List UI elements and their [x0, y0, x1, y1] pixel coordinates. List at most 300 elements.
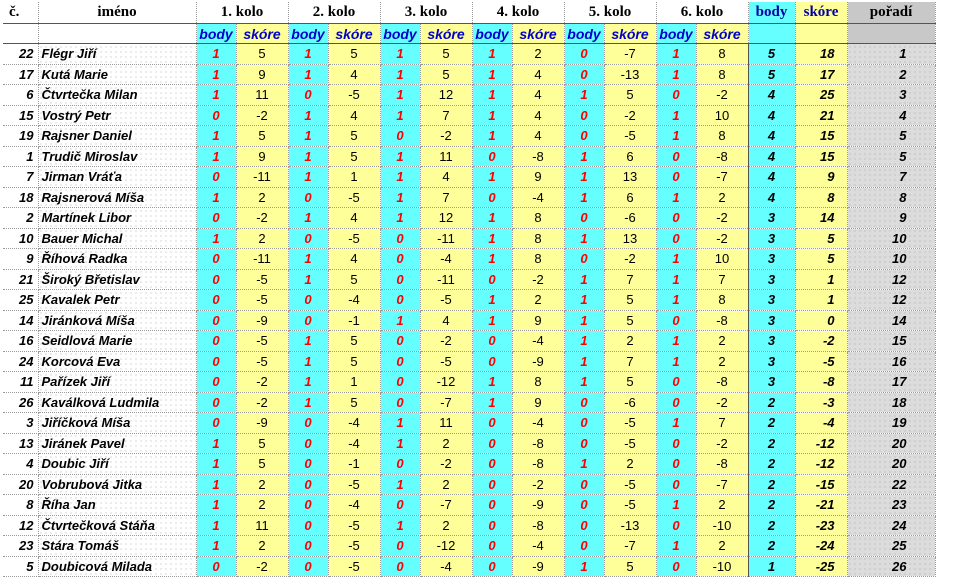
round-points-cell[interactable]: 1: [472, 310, 512, 331]
round-score-cell[interactable]: -1: [328, 454, 380, 475]
player-number[interactable]: 19: [3, 126, 38, 147]
round-score-cell[interactable]: -2: [604, 249, 656, 270]
round-points-cell[interactable]: 1: [196, 44, 236, 65]
player-number[interactable]: 16: [3, 331, 38, 352]
round-points-cell[interactable]: 1: [472, 392, 512, 413]
total-score-cell[interactable]: -25: [795, 556, 847, 577]
subheader-body-round-2[interactable]: body: [288, 24, 328, 44]
total-points-cell[interactable]: 2: [748, 413, 795, 434]
round-points-cell[interactable]: 1: [288, 331, 328, 352]
player-name[interactable]: Korcová Eva: [38, 351, 196, 372]
round-points-cell[interactable]: 1: [380, 44, 420, 65]
round-points-cell[interactable]: 1: [380, 310, 420, 331]
round-points-cell[interactable]: 0: [288, 290, 328, 311]
round-score-cell[interactable]: 5: [604, 556, 656, 577]
round-points-cell[interactable]: 1: [196, 85, 236, 106]
round-score-cell[interactable]: -5: [328, 474, 380, 495]
round-points-cell[interactable]: 1: [472, 249, 512, 270]
round-points-cell[interactable]: 1: [564, 556, 604, 577]
round-score-cell[interactable]: 2: [696, 495, 748, 516]
round-score-cell[interactable]: -5: [604, 474, 656, 495]
round-points-cell[interactable]: 1: [564, 269, 604, 290]
round-points-cell[interactable]: 0: [288, 228, 328, 249]
round-points-cell[interactable]: 1: [656, 44, 696, 65]
round-score-cell[interactable]: 8: [696, 126, 748, 147]
round-score-cell[interactable]: 2: [512, 290, 564, 311]
round-points-cell[interactable]: 1: [196, 146, 236, 167]
round-points-cell[interactable]: 1: [288, 64, 328, 85]
round-score-cell[interactable]: -4: [420, 556, 472, 577]
round-points-cell[interactable]: 1: [656, 126, 696, 147]
rank-cell[interactable]: 4: [847, 105, 935, 126]
round-points-cell[interactable]: 0: [564, 433, 604, 454]
round-score-cell[interactable]: -2: [696, 228, 748, 249]
rank-cell[interactable]: 8: [847, 187, 935, 208]
rank-cell[interactable]: 26: [847, 556, 935, 577]
round-score-cell[interactable]: -4: [328, 433, 380, 454]
round-points-cell[interactable]: 0: [288, 536, 328, 557]
round-points-cell[interactable]: 0: [656, 310, 696, 331]
total-score-cell[interactable]: 0: [795, 310, 847, 331]
round-points-cell[interactable]: 1: [196, 228, 236, 249]
player-number[interactable]: 20: [3, 474, 38, 495]
round-points-cell[interactable]: 1: [380, 146, 420, 167]
player-number[interactable]: 24: [3, 351, 38, 372]
round-points-cell[interactable]: 0: [380, 351, 420, 372]
round-score-cell[interactable]: -13: [604, 64, 656, 85]
round-points-cell[interactable]: 0: [472, 454, 512, 475]
round-points-cell[interactable]: 1: [380, 85, 420, 106]
rank-cell[interactable]: 1: [847, 44, 935, 65]
total-points-cell[interactable]: 3: [748, 372, 795, 393]
round-points-cell[interactable]: 1: [472, 208, 512, 229]
round-points-cell[interactable]: 1: [380, 433, 420, 454]
round-points-cell[interactable]: 0: [656, 433, 696, 454]
round-points-cell[interactable]: 0: [656, 85, 696, 106]
round-points-cell[interactable]: 1: [288, 351, 328, 372]
round-points-cell[interactable]: 1: [564, 187, 604, 208]
player-name[interactable]: Jirman Vráťa: [38, 167, 196, 188]
rank-cell[interactable]: 24: [847, 515, 935, 536]
round-score-cell[interactable]: 11: [236, 515, 288, 536]
round-score-cell[interactable]: 2: [420, 474, 472, 495]
round-points-cell[interactable]: 1: [288, 146, 328, 167]
round-score-cell[interactable]: 1: [328, 167, 380, 188]
rank-cell[interactable]: 15: [847, 331, 935, 352]
rank-cell[interactable]: 14: [847, 310, 935, 331]
round-score-cell[interactable]: 12: [420, 208, 472, 229]
round-points-cell[interactable]: 0: [380, 249, 420, 270]
round-score-cell[interactable]: -7: [604, 44, 656, 65]
round-points-cell[interactable]: 1: [472, 44, 512, 65]
round-score-cell[interactable]: -7: [696, 474, 748, 495]
round-score-cell[interactable]: 9: [236, 146, 288, 167]
round-score-cell[interactable]: 7: [604, 269, 656, 290]
round-points-cell[interactable]: 1: [564, 167, 604, 188]
subheader-body-round-1[interactable]: body: [196, 24, 236, 44]
round-points-cell[interactable]: 0: [472, 536, 512, 557]
round-points-cell[interactable]: 0: [656, 228, 696, 249]
rank-cell[interactable]: 9: [847, 208, 935, 229]
player-number[interactable]: 25: [3, 290, 38, 311]
round-points-cell[interactable]: 0: [288, 413, 328, 434]
round-points-cell[interactable]: 0: [380, 228, 420, 249]
round-points-cell[interactable]: 1: [380, 208, 420, 229]
total-points-cell[interactable]: 3: [748, 228, 795, 249]
round-score-cell[interactable]: -7: [420, 495, 472, 516]
round-score-cell[interactable]: 5: [236, 454, 288, 475]
player-number[interactable]: 6: [3, 85, 38, 106]
round-points-cell[interactable]: 1: [288, 44, 328, 65]
round-points-cell[interactable]: 0: [380, 372, 420, 393]
player-number[interactable]: 7: [3, 167, 38, 188]
round-score-cell[interactable]: -4: [512, 413, 564, 434]
total-score-cell[interactable]: 5: [795, 228, 847, 249]
round-score-cell[interactable]: 4: [512, 85, 564, 106]
round-points-cell[interactable]: 0: [564, 536, 604, 557]
total-points-cell[interactable]: 4: [748, 85, 795, 106]
round-points-cell[interactable]: 1: [472, 126, 512, 147]
round-score-cell[interactable]: 5: [236, 433, 288, 454]
subheader-empty[interactable]: [38, 24, 196, 44]
round-points-cell[interactable]: 0: [196, 372, 236, 393]
total-points-cell[interactable]: 2: [748, 392, 795, 413]
round-points-cell[interactable]: 0: [380, 126, 420, 147]
round-points-cell[interactable]: 0: [380, 269, 420, 290]
round-score-cell[interactable]: 2: [236, 228, 288, 249]
player-name[interactable]: Kutá Marie: [38, 64, 196, 85]
total-score-cell[interactable]: -15: [795, 474, 847, 495]
round-score-cell[interactable]: 5: [420, 64, 472, 85]
round-score-cell[interactable]: -13: [604, 515, 656, 536]
round-score-cell[interactable]: 7: [420, 187, 472, 208]
total-score-cell[interactable]: 1: [795, 290, 847, 311]
rank-cell[interactable]: 20: [847, 433, 935, 454]
total-points-cell[interactable]: 4: [748, 187, 795, 208]
total-points-cell[interactable]: 2: [748, 536, 795, 557]
round-score-cell[interactable]: 2: [696, 536, 748, 557]
player-name[interactable]: Pařízek Jiří: [38, 372, 196, 393]
round-score-cell[interactable]: 5: [328, 351, 380, 372]
round-score-cell[interactable]: 10: [696, 105, 748, 126]
total-score-cell[interactable]: -21: [795, 495, 847, 516]
player-number[interactable]: 9: [3, 249, 38, 270]
total-score-cell[interactable]: 8: [795, 187, 847, 208]
round-score-cell[interactable]: 13: [604, 228, 656, 249]
player-name[interactable]: Čtvrtečková Stáňa: [38, 515, 196, 536]
round-points-cell[interactable]: 0: [472, 331, 512, 352]
round-points-cell[interactable]: 1: [288, 105, 328, 126]
round-points-cell[interactable]: 0: [380, 495, 420, 516]
round-points-cell[interactable]: 0: [564, 392, 604, 413]
round-score-cell[interactable]: -5: [328, 85, 380, 106]
round-score-cell[interactable]: 1: [328, 372, 380, 393]
round-points-cell[interactable]: 0: [196, 249, 236, 270]
total-score-cell[interactable]: -5: [795, 351, 847, 372]
subheader-score-round-6[interactable]: skóre: [696, 24, 748, 44]
round-points-cell[interactable]: 0: [472, 146, 512, 167]
round-score-cell[interactable]: 8: [696, 44, 748, 65]
round-points-cell[interactable]: 0: [472, 413, 512, 434]
header-name[interactable]: iméno: [38, 2, 196, 24]
round-score-cell[interactable]: -5: [328, 187, 380, 208]
round-points-cell[interactable]: 0: [196, 167, 236, 188]
round-score-cell[interactable]: -5: [236, 290, 288, 311]
total-score-cell[interactable]: 25: [795, 85, 847, 106]
total-points-cell[interactable]: 2: [748, 454, 795, 475]
round-score-cell[interactable]: 5: [328, 126, 380, 147]
round-score-cell[interactable]: -5: [236, 331, 288, 352]
header-num[interactable]: č.: [3, 2, 38, 24]
round-points-cell[interactable]: 0: [196, 413, 236, 434]
round-score-cell[interactable]: -1: [328, 310, 380, 331]
rank-cell[interactable]: 3: [847, 85, 935, 106]
total-score-cell[interactable]: -24: [795, 536, 847, 557]
round-score-cell[interactable]: -2: [420, 331, 472, 352]
round-points-cell[interactable]: 0: [288, 310, 328, 331]
round-score-cell[interactable]: 8: [512, 249, 564, 270]
round-points-cell[interactable]: 0: [288, 433, 328, 454]
round-score-cell[interactable]: -9: [512, 351, 564, 372]
round-points-cell[interactable]: 0: [380, 392, 420, 413]
round-points-cell[interactable]: 0: [656, 515, 696, 536]
total-points-cell[interactable]: 2: [748, 515, 795, 536]
round-score-cell[interactable]: -5: [604, 495, 656, 516]
round-points-cell[interactable]: 0: [656, 474, 696, 495]
round-score-cell[interactable]: 7: [696, 269, 748, 290]
round-score-cell[interactable]: 8: [512, 228, 564, 249]
round-points-cell[interactable]: 1: [564, 290, 604, 311]
rank-cell[interactable]: 5: [847, 126, 935, 147]
round-score-cell[interactable]: -4: [420, 249, 472, 270]
round-score-cell[interactable]: -8: [696, 454, 748, 475]
total-points-cell[interactable]: 4: [748, 146, 795, 167]
round-points-cell[interactable]: 0: [196, 331, 236, 352]
round-points-cell[interactable]: 1: [564, 454, 604, 475]
round-points-cell[interactable]: 1: [656, 64, 696, 85]
rank-cell[interactable]: 5: [847, 146, 935, 167]
total-score-cell[interactable]: -23: [795, 515, 847, 536]
round-points-cell[interactable]: 1: [564, 351, 604, 372]
total-points-cell[interactable]: 3: [748, 249, 795, 270]
player-number[interactable]: 12: [3, 515, 38, 536]
player-name[interactable]: Kaválková Ludmila: [38, 392, 196, 413]
round-score-cell[interactable]: 5: [420, 44, 472, 65]
round-points-cell[interactable]: 0: [472, 269, 512, 290]
round-points-cell[interactable]: 1: [656, 413, 696, 434]
round-score-cell[interactable]: 4: [328, 64, 380, 85]
round-score-cell[interactable]: 2: [512, 44, 564, 65]
round-points-cell[interactable]: 0: [564, 44, 604, 65]
round-score-cell[interactable]: 5: [328, 44, 380, 65]
round-points-cell[interactable]: 1: [656, 269, 696, 290]
round-points-cell[interactable]: 1: [380, 413, 420, 434]
round-points-cell[interactable]: 0: [472, 351, 512, 372]
round-points-cell[interactable]: 0: [196, 310, 236, 331]
player-name[interactable]: Bauer Michal: [38, 228, 196, 249]
header-score-total[interactable]: skóre: [795, 2, 847, 24]
round-points-cell[interactable]: 0: [472, 556, 512, 577]
round-points-cell[interactable]: 0: [288, 495, 328, 516]
total-points-cell[interactable]: 3: [748, 310, 795, 331]
subheader-score-round-4[interactable]: skóre: [512, 24, 564, 44]
player-name[interactable]: Široký Břetislav: [38, 269, 196, 290]
subheader-empty-rank[interactable]: [847, 24, 935, 44]
header-round-3[interactable]: 3. kolo: [380, 2, 472, 24]
round-score-cell[interactable]: -2: [420, 454, 472, 475]
round-points-cell[interactable]: 0: [472, 474, 512, 495]
round-points-cell[interactable]: 0: [564, 126, 604, 147]
round-points-cell[interactable]: 0: [380, 556, 420, 577]
round-points-cell[interactable]: 1: [288, 208, 328, 229]
player-name[interactable]: Rajsner Daniel: [38, 126, 196, 147]
round-score-cell[interactable]: -4: [512, 536, 564, 557]
round-score-cell[interactable]: -8: [512, 515, 564, 536]
round-score-cell[interactable]: -10: [696, 556, 748, 577]
player-name[interactable]: Doubicová Milada: [38, 556, 196, 577]
round-points-cell[interactable]: 1: [196, 495, 236, 516]
round-score-cell[interactable]: 5: [604, 290, 656, 311]
round-points-cell[interactable]: 0: [380, 536, 420, 557]
round-score-cell[interactable]: 2: [604, 454, 656, 475]
round-score-cell[interactable]: -2: [236, 392, 288, 413]
rank-cell[interactable]: 17: [847, 372, 935, 393]
round-points-cell[interactable]: 0: [564, 515, 604, 536]
round-score-cell[interactable]: 5: [328, 331, 380, 352]
player-number[interactable]: 5: [3, 556, 38, 577]
round-score-cell[interactable]: -2: [696, 85, 748, 106]
round-score-cell[interactable]: -2: [236, 556, 288, 577]
round-score-cell[interactable]: 6: [604, 187, 656, 208]
round-score-cell[interactable]: 9: [236, 64, 288, 85]
round-points-cell[interactable]: 1: [564, 228, 604, 249]
round-points-cell[interactable]: 0: [656, 372, 696, 393]
subheader-body-round-6[interactable]: body: [656, 24, 696, 44]
total-points-cell[interactable]: 1: [748, 556, 795, 577]
round-points-cell[interactable]: 1: [288, 126, 328, 147]
player-number[interactable]: 3: [3, 413, 38, 434]
round-score-cell[interactable]: -5: [420, 290, 472, 311]
round-score-cell[interactable]: -2: [236, 105, 288, 126]
round-score-cell[interactable]: 9: [512, 310, 564, 331]
round-score-cell[interactable]: -2: [604, 105, 656, 126]
round-points-cell[interactable]: 1: [472, 167, 512, 188]
rank-cell[interactable]: 18: [847, 392, 935, 413]
round-points-cell[interactable]: 1: [288, 269, 328, 290]
round-score-cell[interactable]: 4: [512, 64, 564, 85]
round-score-cell[interactable]: -2: [512, 474, 564, 495]
round-points-cell[interactable]: 0: [564, 208, 604, 229]
round-score-cell[interactable]: 5: [604, 85, 656, 106]
round-points-cell[interactable]: 1: [288, 167, 328, 188]
rank-cell[interactable]: 10: [847, 249, 935, 270]
round-points-cell[interactable]: 1: [656, 331, 696, 352]
subheader-score-round-3[interactable]: skóre: [420, 24, 472, 44]
round-points-cell[interactable]: 1: [472, 290, 512, 311]
round-score-cell[interactable]: 2: [236, 187, 288, 208]
player-name[interactable]: Doubic Jiří: [38, 454, 196, 475]
round-score-cell[interactable]: 5: [328, 146, 380, 167]
round-score-cell[interactable]: -7: [420, 392, 472, 413]
total-points-cell[interactable]: 3: [748, 290, 795, 311]
round-score-cell[interactable]: 2: [236, 495, 288, 516]
rank-cell[interactable]: 23: [847, 495, 935, 516]
round-score-cell[interactable]: -4: [512, 331, 564, 352]
total-points-cell[interactable]: 2: [748, 433, 795, 454]
round-score-cell[interactable]: 5: [236, 44, 288, 65]
round-points-cell[interactable]: 1: [564, 85, 604, 106]
round-score-cell[interactable]: 2: [236, 536, 288, 557]
rank-cell[interactable]: 16: [847, 351, 935, 372]
round-points-cell[interactable]: 0: [380, 290, 420, 311]
rank-cell[interactable]: 12: [847, 290, 935, 311]
round-score-cell[interactable]: -9: [236, 310, 288, 331]
round-points-cell[interactable]: 1: [288, 249, 328, 270]
header-round-2[interactable]: 2. kolo: [288, 2, 380, 24]
round-score-cell[interactable]: -11: [420, 269, 472, 290]
player-number[interactable]: 8: [3, 495, 38, 516]
round-points-cell[interactable]: 0: [564, 495, 604, 516]
rank-cell[interactable]: 20: [847, 454, 935, 475]
round-score-cell[interactable]: -2: [236, 208, 288, 229]
round-score-cell[interactable]: -8: [512, 146, 564, 167]
total-score-cell[interactable]: 14: [795, 208, 847, 229]
round-score-cell[interactable]: 2: [696, 187, 748, 208]
total-points-cell[interactable]: 3: [748, 208, 795, 229]
round-score-cell[interactable]: -7: [696, 167, 748, 188]
rank-cell[interactable]: 10: [847, 228, 935, 249]
total-points-cell[interactable]: 4: [748, 167, 795, 188]
round-score-cell[interactable]: 11: [420, 413, 472, 434]
round-score-cell[interactable]: 4: [328, 105, 380, 126]
round-score-cell[interactable]: 11: [236, 85, 288, 106]
round-score-cell[interactable]: 11: [420, 146, 472, 167]
round-score-cell[interactable]: 5: [328, 392, 380, 413]
total-score-cell[interactable]: -12: [795, 433, 847, 454]
round-score-cell[interactable]: -5: [236, 351, 288, 372]
player-number[interactable]: 26: [3, 392, 38, 413]
subheader-score-round-1[interactable]: skóre: [236, 24, 288, 44]
total-score-cell[interactable]: -12: [795, 454, 847, 475]
round-points-cell[interactable]: 0: [656, 167, 696, 188]
round-score-cell[interactable]: 7: [420, 105, 472, 126]
round-score-cell[interactable]: -8: [696, 372, 748, 393]
rank-cell[interactable]: 7: [847, 167, 935, 188]
round-points-cell[interactable]: 1: [380, 474, 420, 495]
round-score-cell[interactable]: -5: [604, 126, 656, 147]
round-points-cell[interactable]: 1: [656, 290, 696, 311]
header-body-total[interactable]: body: [748, 2, 795, 24]
round-points-cell[interactable]: 1: [196, 187, 236, 208]
player-number[interactable]: 4: [3, 454, 38, 475]
round-score-cell[interactable]: -11: [420, 228, 472, 249]
subheader-empty[interactable]: [3, 24, 38, 44]
round-points-cell[interactable]: 1: [472, 105, 512, 126]
round-points-cell[interactable]: 0: [656, 454, 696, 475]
player-name[interactable]: Vobrubová Jitka: [38, 474, 196, 495]
total-score-cell[interactable]: -2: [795, 331, 847, 352]
round-score-cell[interactable]: 4: [328, 249, 380, 270]
round-points-cell[interactable]: 0: [472, 515, 512, 536]
player-name[interactable]: Jiránek Pavel: [38, 433, 196, 454]
round-points-cell[interactable]: 1: [288, 372, 328, 393]
total-score-cell[interactable]: 9: [795, 167, 847, 188]
round-points-cell[interactable]: 0: [196, 269, 236, 290]
player-name[interactable]: Stára Tomáš: [38, 536, 196, 557]
round-score-cell[interactable]: -4: [328, 413, 380, 434]
round-score-cell[interactable]: 9: [512, 167, 564, 188]
round-points-cell[interactable]: 1: [564, 372, 604, 393]
